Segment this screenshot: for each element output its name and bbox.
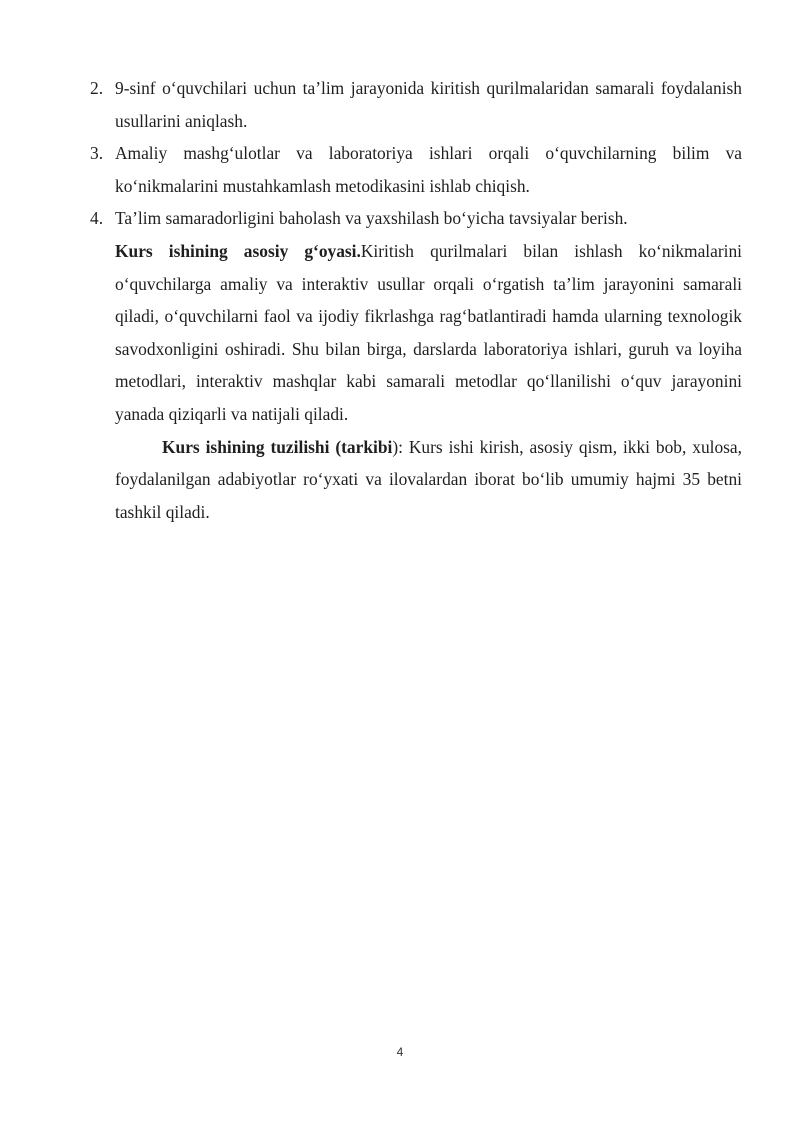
list-item (90, 72, 742, 137)
page-body (90, 72, 742, 528)
list-item (90, 137, 742, 202)
list-item-text: Amaliy mashg‘ulotlar va laboratoriya ishlari orqali o‘quvchilarning bilim va ko‘nikmalarini mustahkamlash metodikasini ishlab chiqish. (115, 143, 742, 196)
idea-paragraph (90, 235, 742, 431)
list-item (90, 202, 742, 235)
structure-heading: Kurs ishining tuzilishi (tarkibi (162, 436, 393, 457)
structure-paragraph (90, 431, 742, 529)
list-item-number: 2. (90, 78, 104, 98)
list-item-text: Ta’lim samaradorligini baholash va yaxshilash bo‘yicha tavsiyalar berish. (115, 208, 628, 229)
page-number: 4 (396, 1045, 404, 1059)
list-item-number: 4. (90, 208, 104, 229)
structure-text: ): Kurs ishi kirish, asosiy qism, ikki bob, xulosa, foydalanilgan adabiyotlar ro‘yxati va ilovalardan iborat bo‘lib umumiy hajmi 35 betni tashkil qiladi. (115, 436, 742, 522)
idea-heading: Kurs ishining asosiy g‘oyasi. (115, 240, 361, 261)
list-item-number: 3. (90, 143, 104, 164)
idea-text: Kiritish qurilmalari bilan ishlash ko‘nikmalarini o‘quvchilarga amaliy va interaktiv usullar orqali o‘rgatish ta’lim jarayonini samarali qiladi, o‘quvchilarni faol va ijodiy fikrlashga rag‘batlantiradi hamda ularning texnologik savodxonligini oshiradi. Shu bilan birga, darslarda laboratoriya ishlari, guruh va loyiha metodlari, interaktiv mashqlar kabi samarali metodlar qo‘llanilishi o‘quv jarayonini yanada qiziqarli va natijali qiladi. (115, 240, 742, 424)
list-item-text: 9-sinf o‘quvchilari uchun ta’lim jarayonida kiritish qurilmalaridan samarali foydalanish usullarini aniqlash. (115, 78, 742, 131)
